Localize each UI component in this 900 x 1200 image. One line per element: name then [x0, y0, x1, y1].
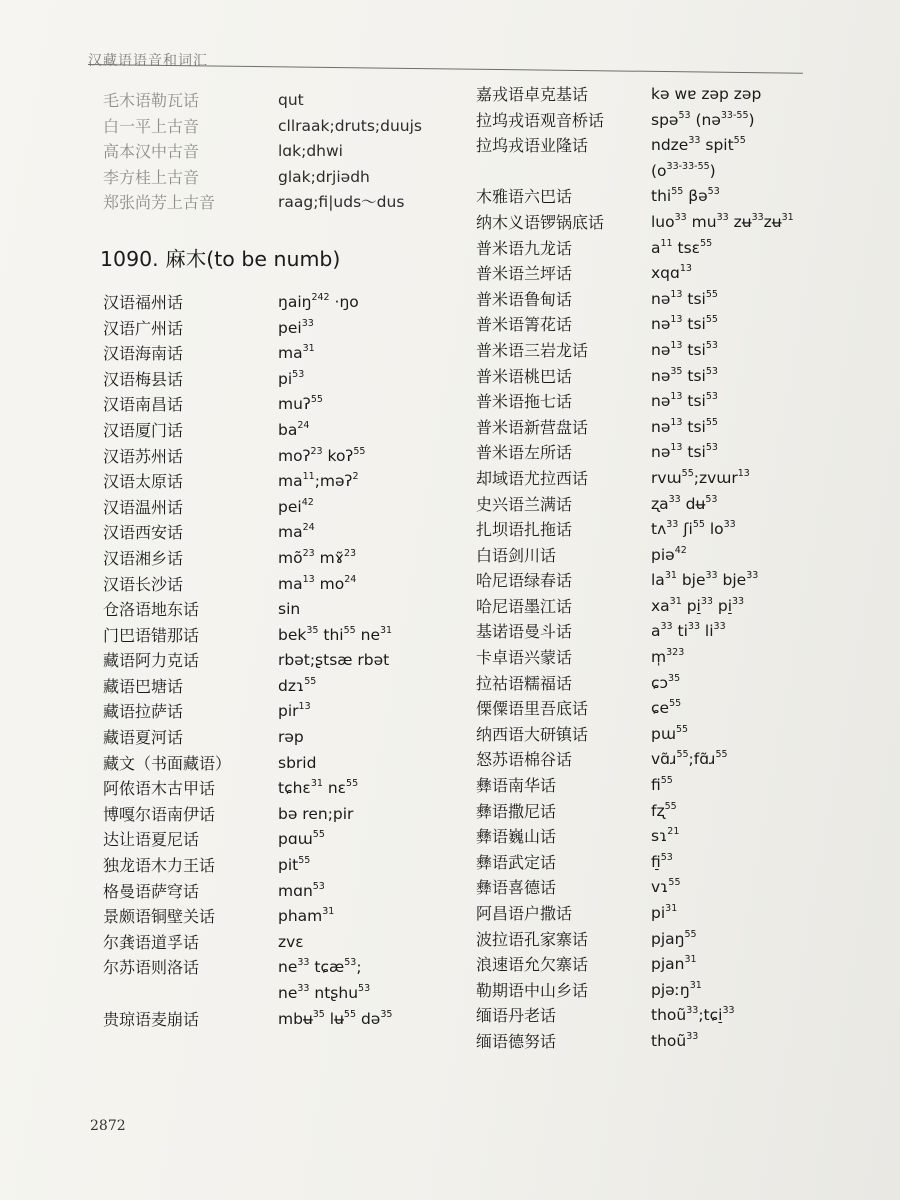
- word-form: piə$^{42}$: [651, 544, 687, 564]
- language-name: 白一平上古音: [103, 116, 200, 136]
- entry-row: [103, 572, 468, 598]
- language-name: 汉语海南话: [103, 344, 184, 364]
- language-name: 汉语广州话: [103, 318, 184, 338]
- entry-number: 1090.: [100, 246, 159, 271]
- language-name: 普米语兰坪话: [476, 264, 573, 284]
- language-name: 汉语南昌话: [103, 395, 184, 415]
- language-name: 傈僳语里吾底话: [476, 699, 589, 719]
- entry-row: [476, 440, 816, 466]
- entry-row: [103, 648, 468, 674]
- language-name: 李方桂上古音: [103, 167, 200, 187]
- language-name: 达让语夏尼话: [103, 830, 200, 850]
- entry-row: [103, 674, 468, 700]
- language-name: 阿侬语木古甲话: [103, 779, 216, 799]
- entry-row: [103, 444, 468, 470]
- language-name: 彝语巍山话: [476, 827, 557, 847]
- entry-row: [103, 699, 468, 725]
- language-name: 拉坞戎语观音桥话: [476, 110, 605, 130]
- word-form: nə$^{13}$ tsi$^{55}$: [651, 288, 718, 308]
- word-form: nə$^{13}$ tsi$^{55}$: [651, 314, 718, 334]
- entry-row: [103, 88, 468, 114]
- language-name: 彝语武定话: [476, 852, 557, 872]
- language-name: 史兴语兰满话: [476, 494, 573, 514]
- language-name: 彝语南华话: [476, 776, 557, 796]
- word-form: pjaŋ$^{55}$: [651, 928, 697, 948]
- language-name: 汉语湘乡话: [103, 548, 184, 568]
- word-form: pjan$^{31}$: [651, 954, 697, 974]
- entry-row: [476, 927, 816, 953]
- entry-forms-right: [476, 82, 816, 1055]
- entry-row: [103, 316, 468, 342]
- word-form: ɕe$^{55}$: [651, 698, 682, 718]
- entry-row: [103, 623, 468, 649]
- language-name: 普米语桃巴话: [476, 366, 573, 386]
- word-form: fʐ$^{55}$: [651, 800, 677, 820]
- word-form: moʔ$^{23}$ koʔ$^{55}$: [278, 445, 366, 465]
- entry-row: [103, 597, 468, 623]
- entry-heading: [100, 242, 468, 290]
- language-name: 怒苏语棉谷话: [476, 750, 573, 770]
- entry-row: [103, 520, 468, 546]
- word-form: $ma^{13}$ $mo^{24}$: [278, 573, 357, 593]
- language-name: 勒期语中山乡话: [476, 980, 589, 1000]
- left-column: [100, 88, 468, 1032]
- language-name: 普米语三岩龙话: [476, 340, 589, 360]
- word-form: pɯ$^{55}$: [651, 723, 689, 743]
- entry-row: [476, 850, 816, 876]
- entry-row: [476, 517, 816, 543]
- word-form: $pi^{53}$: [278, 368, 305, 388]
- entry-row: [476, 901, 816, 927]
- running-header: 汉藏语语音和词汇: [88, 53, 208, 69]
- word-form: $mõ^{23}$ mɤ̃$^{23}$: [278, 547, 357, 567]
- entry-row: [476, 875, 816, 901]
- language-name: 独龙语木力王话: [103, 856, 216, 876]
- entry-row: [476, 184, 816, 210]
- language-name: 贵琼语麦崩话: [103, 1009, 200, 1029]
- word-form: kə wɐ zəp zəp: [651, 85, 762, 103]
- language-name: 哈尼语墨江话: [476, 596, 573, 616]
- entry-row: [103, 879, 468, 905]
- entry-row: [476, 389, 816, 415]
- entry-row: [103, 827, 468, 853]
- entry-row: [103, 981, 468, 1007]
- word-form: $(o^{33-33-55})$: [651, 160, 716, 180]
- word-form: $la^{31}$ bje$^{33}$ bje$^{33}$: [651, 570, 759, 590]
- language-name: 藏语夏河话: [103, 728, 184, 748]
- entry-row: [476, 108, 816, 134]
- entry-row: [476, 619, 816, 645]
- word-form: luo$^{33}$ $mu^{33}$ zʉ$^{33}$zʉ$^{31}$: [651, 211, 794, 231]
- entry-row: [103, 190, 468, 216]
- entry-row: [103, 725, 468, 751]
- word-form: nə$^{13}$ tsi$^{53}$: [651, 442, 718, 462]
- word-form: rbət;ʂtsæ rbət: [278, 651, 390, 670]
- language-name: 尔苏语则洛话: [103, 958, 200, 978]
- word-form: rəp: [278, 728, 304, 747]
- language-name: 木雅语六巴话: [476, 187, 573, 207]
- entry-row: [103, 341, 468, 367]
- word-form: $xa^{31}$ pi̠$^{33}$ pi̠$^{33}$: [651, 595, 745, 615]
- word-form: bə ren;pir: [278, 804, 354, 823]
- entry-row: [476, 364, 816, 390]
- word-form: qut: [278, 91, 304, 109]
- entry-row: [476, 824, 816, 850]
- language-name: 哈尼语绿春话: [476, 571, 573, 591]
- word-form: nə$^{13}$ tsi$^{53}$: [651, 391, 718, 411]
- entry-row: [103, 853, 468, 879]
- word-form: pei$^{42}$: [278, 496, 314, 516]
- language-name: 藏语巴塘话: [103, 676, 184, 696]
- language-name: 浪速语允欠寨话: [476, 955, 589, 975]
- word-form: raag;fi|uds～dus: [278, 193, 405, 212]
- language-name: 普米语左所话: [476, 443, 573, 463]
- entry-row: [103, 904, 468, 930]
- right-column: [476, 82, 816, 1055]
- word-form: thoũ$^{33}$: [651, 1030, 699, 1050]
- entry-row: [476, 338, 816, 364]
- language-name: 汉语长沙话: [103, 574, 184, 594]
- language-name: 藏语阿力克话: [103, 651, 200, 671]
- entry-row: [476, 747, 816, 773]
- word-form: zvɛ: [278, 932, 304, 951]
- entry-row: [476, 594, 816, 620]
- entry-row: [476, 312, 816, 338]
- word-form: spə$^{53}$ (nə$^{33-55}$): [651, 109, 755, 129]
- entry-row: [103, 1007, 468, 1033]
- language-name: 格曼语萨穹话: [103, 881, 200, 901]
- word-form: m̩$^{323}$: [651, 647, 685, 667]
- word-form: fi̠$^{53}$: [651, 851, 673, 871]
- entry-row: [103, 139, 468, 165]
- language-name: 景颇语铜壁关话: [103, 907, 216, 927]
- language-name: 彝语喜德话: [476, 878, 557, 898]
- entry-row: [476, 978, 816, 1004]
- entry-row: [103, 751, 468, 777]
- language-name: 阿昌语户撒话: [476, 904, 573, 923]
- previous-entry-continuation: [103, 88, 468, 216]
- entry-row: [476, 952, 816, 978]
- entry-row: [476, 492, 816, 518]
- entry-row: [103, 495, 468, 521]
- word-form: mɑn$^{53}$: [278, 880, 325, 900]
- entry-row: [476, 236, 816, 262]
- entry-row: [103, 114, 468, 140]
- word-form: pɑɯ$^{55}$: [278, 829, 325, 849]
- entry-row: [476, 722, 816, 748]
- language-name: 普米语箐花话: [476, 315, 573, 335]
- entry-row: [103, 546, 468, 572]
- entry-row: [103, 290, 468, 316]
- entry-row: [476, 261, 816, 287]
- entry-row: [476, 415, 816, 441]
- word-form: tɕhɛ$^{31}$ nɛ$^{55}$: [278, 778, 359, 798]
- word-form: dzɿ$^{55}$: [278, 675, 317, 695]
- word-form: thoũ$^{33}$;tɕi̠$^{33}$: [651, 1005, 735, 1025]
- entry-row: [103, 802, 468, 828]
- word-form: ʐa$^{33}$ dʉ$^{53}$: [651, 493, 718, 513]
- word-form: pei$^{33}$: [278, 317, 314, 337]
- language-name: 缅语德努话: [476, 1031, 557, 1051]
- language-name: 汉语福州话: [103, 292, 184, 312]
- language-name: 高本汉中古音: [103, 142, 200, 162]
- word-form: xqɑ$^{13}$: [651, 263, 692, 283]
- language-name: 普米语九龙话: [476, 238, 573, 258]
- language-name: 缅语丹老话: [476, 1006, 557, 1026]
- entry-row: [476, 1029, 816, 1055]
- word-form: $ma^{31}$: [278, 343, 315, 363]
- word-form: $ma^{11};məʔ^2$: [278, 471, 359, 491]
- entry-row: [476, 133, 816, 159]
- language-name: 汉语厦门话: [103, 420, 184, 440]
- language-name: 汉语梅县话: [103, 369, 184, 389]
- word-form: ndze$^{33}$ spit$^{55}$: [651, 135, 746, 155]
- word-form: vɑ̃ɹ$^{55}$;fɑ̃ɹ$^{55}$: [651, 749, 728, 769]
- language-name: 毛木语勒瓦话: [103, 91, 200, 110]
- language-name: 汉语苏州话: [103, 446, 184, 466]
- language-name: 藏语拉萨话: [103, 702, 184, 722]
- entry-row: [476, 799, 816, 825]
- entry-gloss: (to be numb): [206, 246, 341, 271]
- word-form: ŋaiŋ$^{242}$ ·ŋo: [278, 291, 359, 311]
- entry-headword: 麻木: [165, 246, 207, 271]
- word-form: pir$^{13}$: [278, 701, 311, 721]
- word-form: tʌ$^{33}$ ʃi$^{55}$ $lo^{33}$: [651, 519, 736, 539]
- language-name: 郑张尚芳上古音: [103, 193, 216, 213]
- word-form: ɕɔ$^{35}$: [651, 672, 681, 692]
- word-form: vɿ$^{55}$: [651, 877, 681, 897]
- language-name: 汉语太原话: [103, 472, 184, 492]
- word-form: muʔ$^{55}$: [278, 394, 323, 414]
- word-form: sin: [278, 600, 301, 619]
- word-form: cllraak;druts;duujs: [278, 116, 422, 135]
- word-form: rvɯ$^{55}$;zvɯr$^{13}$: [651, 467, 750, 487]
- word-form: nə$^{13}$ tsi$^{53}$: [651, 339, 718, 359]
- language-name: 汉语西安话: [103, 523, 184, 543]
- language-name: 彝语撒尼话: [476, 801, 557, 821]
- entry-row: [476, 1003, 816, 1029]
- word-form: mbʉ$^{35}$ lʉ$^{55}$ də$^{35}$: [278, 1008, 393, 1028]
- entry-row: [103, 165, 468, 191]
- entry-row: [476, 466, 816, 492]
- entry-row: [476, 696, 816, 722]
- entry-row: [103, 776, 468, 802]
- entry-forms-left: [103, 290, 468, 1032]
- word-form: $fi^{55}$: [651, 775, 673, 795]
- word-form: $ba^{24}$: [278, 419, 310, 439]
- word-form: $a^{33}$ $ti^{33}$ $li^{33}$: [651, 621, 726, 641]
- word-form: nə$^{13}$ tsi$^{55}$: [651, 416, 718, 436]
- page-number: 2872: [90, 1118, 126, 1134]
- language-name: 拉坞戎语业隆话: [476, 136, 589, 156]
- word-form: nə$^{35}$ tsi$^{53}$: [651, 365, 718, 385]
- entry-row: [476, 287, 816, 313]
- entry-row: [103, 469, 468, 495]
- entry-row: [476, 210, 816, 236]
- language-name: 仓洛语地东话: [103, 600, 200, 620]
- entry-row: [103, 367, 468, 393]
- word-form: sbrid: [278, 753, 317, 772]
- language-name: 普米语鲁甸话: [476, 289, 573, 309]
- entry-row: [103, 392, 468, 418]
- word-form: pjəːŋ$^{31}$: [651, 979, 702, 999]
- language-name: 拉祜语糯福话: [476, 673, 573, 693]
- word-form: $pi^{31}$: [651, 903, 678, 922]
- word-form: $ma^{24}$: [278, 522, 315, 542]
- language-name: 波拉语孔家寨话: [476, 929, 589, 949]
- language-name: 扎坝语扎拖话: [476, 520, 573, 540]
- language-name: 纳木义语锣锅底话: [476, 212, 605, 232]
- language-name: 博嘎尔语南伊话: [103, 804, 216, 824]
- word-form: sɿ$^{21}$: [651, 826, 680, 846]
- word-form: pit$^{55}$: [278, 855, 311, 875]
- word-form: lɑk;dhwi: [278, 142, 343, 161]
- entry-row: [476, 645, 816, 671]
- language-name: 藏文（书面藏语）: [103, 753, 232, 773]
- entry-row: [476, 82, 816, 108]
- entry-row: [103, 955, 468, 981]
- language-name: 纳西语大研镇话: [476, 724, 589, 744]
- language-name: 尔龚语道孚话: [103, 932, 200, 952]
- entry-row: [103, 418, 468, 444]
- entry-row: [103, 930, 468, 956]
- entry-row: [476, 568, 816, 594]
- language-name: 白语剑川话: [476, 545, 557, 565]
- entry-row: [476, 773, 816, 799]
- entry-row: [476, 671, 816, 697]
- entry-row: [476, 543, 816, 569]
- word-form: $ne^{33}$ ntʂhu$^{53}$: [278, 983, 371, 1002]
- language-name: 门巴语错那话: [103, 625, 200, 645]
- language-name: 嘉戎语卓克基话: [476, 85, 589, 104]
- language-name: 汉语温州话: [103, 497, 184, 517]
- language-name: 却域语尤拉西话: [476, 468, 589, 488]
- word-form: glak;drjiədh: [278, 167, 370, 186]
- language-name: 普米语新营盘话: [476, 417, 589, 437]
- word-form: pham$^{31}$: [278, 906, 335, 926]
- word-form: thi$^{55}$ βə$^{53}$: [651, 186, 720, 206]
- language-name: 普米语拖七话: [476, 392, 573, 412]
- word-form: bek$^{35}$ thi$^{55}$ $ne^{31}$: [278, 624, 393, 644]
- word-form: $a^{11}$ tsɛ$^{55}$: [651, 237, 713, 257]
- entry-row: [476, 159, 816, 185]
- language-name: 基诺语曼斗话: [476, 622, 573, 642]
- word-form: $ne^{33}$ tɕæ$^{53}$;: [278, 957, 362, 977]
- language-name: 卡卓语兴蒙话: [476, 648, 573, 668]
